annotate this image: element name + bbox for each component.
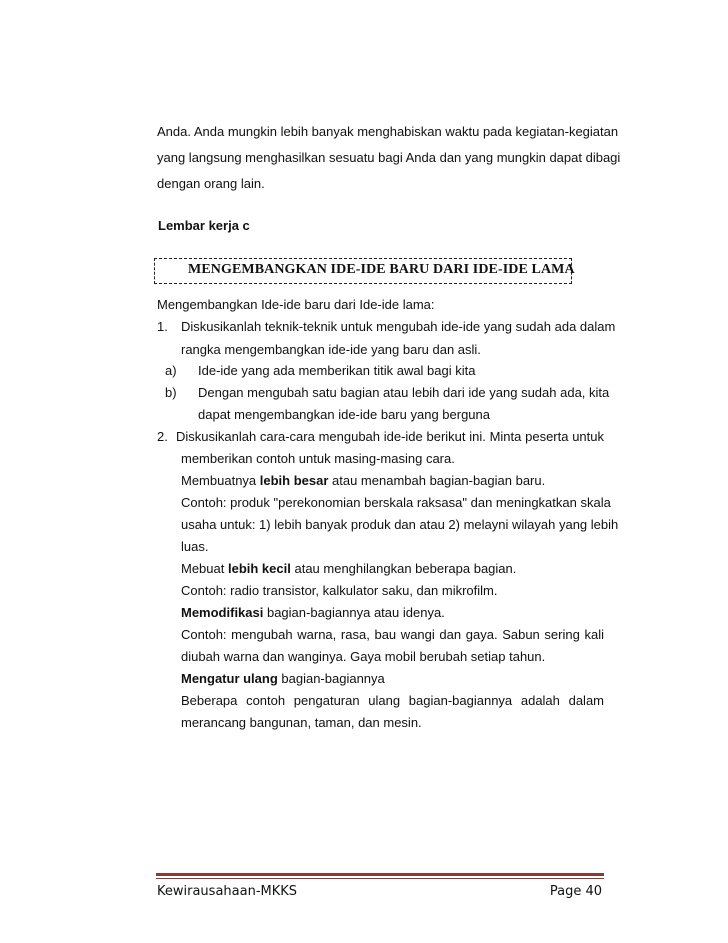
item2-line-7-pre: Mebuat [181,561,228,576]
item1-sub-b-line-1: Dengan mengubah satu bagian atau lebih dari ide yang sudah ada, kita [198,385,610,400]
item1-line-1: Diskusikanlah teknik-teknik untuk mengubah ide-ide yang sudah ada dalam [181,319,616,334]
item1-sub-b-line-2: dapat mengembangkan ide-ide baru yang berguna [198,407,490,422]
box-title: MENGEMBANGKAN IDE-IDE BARU DARI IDE-IDE LAMA [188,262,575,277]
footer-rule-thin [156,878,604,879]
intro-line-2: yang langsung menghasilkan sesuatu bagi Anda dan yang mungkin dapat dibagi [157,150,621,165]
item2-line-12-bold: Mengatur ulang [181,671,278,686]
item2-line-12-post: bagian-bagiannya [277,671,385,686]
item2-line-8: Contoh: radio transistor, kalkulator saku, dan mikrofilm. [181,583,498,598]
item1-sub-a: Ide-ide yang ada memberikan titik awal bagi kita [198,363,476,378]
section-heading: Lembar kerja c [158,218,250,233]
item2-line-9-post: bagian-bagiannya atau idenya. [263,605,445,620]
item2-line-10: Contoh: mengubah warna, rasa, bau wangi dan gaya. Sabun sering kali [181,627,604,642]
footer-rule-thick [156,873,604,876]
item2-line-4: Contoh: produk "perekonomian berskala raksasa" dan meningkatkan skala [181,495,611,510]
item2-line-3-bold: lebih besar [259,473,329,488]
item2-line-3 [181,473,545,488]
item2-marker: 2. [157,429,168,444]
item2-line-7-post: atau menghilangkan beberapa bagian. [290,561,517,576]
item1-marker: 1. [157,319,168,334]
item2-line-7 [181,561,516,576]
item2-line-3-post: atau menambah bagian-bagian baru. [328,473,546,488]
item2-line-9-bold: Memodifikasi [181,605,264,620]
lead-text: Mengembangkan Ide-ide baru dari Ide-ide lama: [157,297,435,312]
item2-line-9 [181,605,445,620]
item2-line-13: Beberapa contoh pengaturan ulang bagian-bagiannya adalah dalam [181,693,604,708]
item2-line-1: Diskusikanlah cara-cara mengubah ide-ide berikut ini. Minta peserta untuk [176,429,604,444]
intro-line-3: dengan orang lain. [157,176,265,191]
item1-line-2: rangka mengembangkan ide-ide yang baru dan asli. [181,342,481,357]
item2-line-6: luas. [181,539,209,554]
item2-line-2: memberikan contoh untuk masing-masing cara. [181,451,455,466]
page-number: Page 40 [549,884,602,899]
item2-line-3-pre: Membuatnya [181,473,260,488]
item1-sub-b-marker: b) [165,385,177,400]
footer-title: Kewirausahaan-MKKS [157,884,298,899]
item2-line-7-bold: lebih kecil [227,561,291,576]
item1-sub-a-marker: a) [165,363,177,378]
item2-line-11: diubah warna dan wanginya. Gaya mobil berubah setiap tahun. [181,649,546,664]
item2-line-12 [181,671,385,686]
item2-line-5: usaha untuk: 1) lebih banyak produk dan atau 2) melayni wilayah yang lebih [181,517,619,532]
intro-line-1: Anda. Anda mungkin lebih banyak menghabiskan waktu pada kegiatan-kegiatan [157,124,619,139]
item2-line-14: merancang bangunan, taman, dan mesin. [181,715,422,730]
